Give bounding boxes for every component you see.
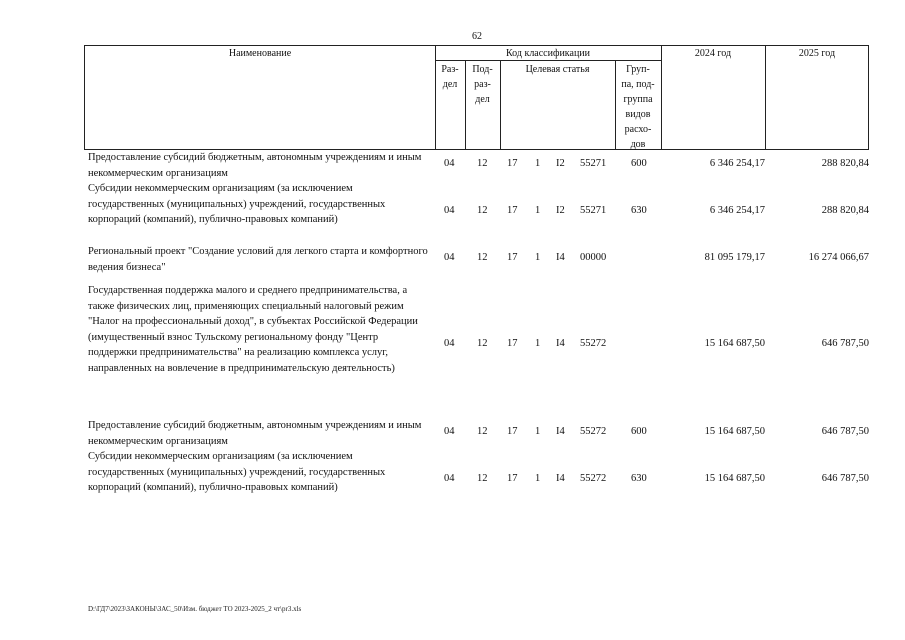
cell-target-subprogram: 1 bbox=[535, 205, 541, 216]
cell-podrazdel: 12 bbox=[477, 426, 488, 437]
header-year-2024: 2024 год bbox=[694, 48, 732, 59]
cell-podrazdel: 12 bbox=[477, 158, 488, 169]
header-group: Груп- па, под- группа видов расхо- дов bbox=[621, 64, 655, 150]
cell-target-subprogram: 1 bbox=[535, 158, 541, 169]
header-year-2025: 2025 год bbox=[798, 48, 836, 59]
table-header bbox=[84, 45, 869, 150]
cell-podrazdel: 12 bbox=[477, 338, 488, 349]
cell-2025: 646 787,50 bbox=[821, 473, 869, 484]
row-name: Государственная поддержка малого и среднего предпринимательства, а также физических лиц, применяющих специальный налоговый режим "Налог на профессиональный доход", в субъектах Российской Федерации (имущественный взнос Тульскому региональному фонду "Центр поддержки предпринимательства" на реализацию комплекса услуг, направленных на вовлечение в предпринимательскую деятельность) bbox=[88, 285, 418, 374]
cell-razdel: 04 bbox=[444, 338, 455, 349]
cell-target-subprogram: 1 bbox=[535, 252, 541, 263]
cell-podrazdel: 12 bbox=[477, 205, 488, 216]
cell-target-project: I4 bbox=[556, 338, 565, 349]
cell-2024: 6 346 254,17 bbox=[709, 205, 765, 216]
header-target-article: Целевая статья bbox=[525, 64, 590, 75]
cell-2024: 15 164 687,50 bbox=[704, 426, 765, 437]
cell-target-direction: 00000 bbox=[580, 252, 607, 263]
cell-2025: 646 787,50 bbox=[821, 426, 869, 437]
cell-target-direction: 55272 bbox=[580, 426, 607, 437]
row-name: Предоставление субсидий бюджетным, автономным учреждениям и иным некоммерческим организациям bbox=[88, 420, 422, 447]
cell-target-project: I4 bbox=[556, 252, 565, 263]
cell-2024: 15 164 687,50 bbox=[704, 338, 765, 349]
cell-target-program: 17 bbox=[507, 252, 518, 263]
cell-podrazdel: 12 bbox=[477, 473, 488, 484]
cell-target-project: I2 bbox=[556, 205, 565, 216]
cell-2024: 6 346 254,17 bbox=[709, 158, 765, 169]
cell-target-project: I4 bbox=[556, 426, 565, 437]
col-divider bbox=[765, 46, 766, 149]
file-path-footer: D:\ГД7\2023\ЗАКОНЫ\ЗАС_50\Изм. бюджет ТО 2023-2025_2 чт\pr3.xls bbox=[88, 605, 302, 613]
cell-target-direction: 55271 bbox=[580, 158, 607, 169]
cell-2025: 288 820,84 bbox=[821, 158, 869, 169]
row-name: Субсидии некоммерческим организациям (за исключением государственных (муниципальных) учреждений, государственных корпораций (компаний), публично-правовых компаний) bbox=[88, 451, 386, 493]
cell-2025: 646 787,50 bbox=[821, 338, 869, 349]
col-divider bbox=[661, 46, 662, 149]
cell-target-program: 17 bbox=[507, 473, 518, 484]
row-name: Региональный проект "Создание условий для легкого старта и комфортного ведения бизнеса" bbox=[88, 246, 428, 273]
cell-razdel: 04 bbox=[444, 252, 455, 263]
cell-razdel: 04 bbox=[444, 158, 455, 169]
header-name: Наименование bbox=[228, 48, 292, 59]
cell-2025: 16 274 066,67 bbox=[808, 252, 869, 263]
page-number: 62 bbox=[472, 31, 482, 42]
cell-target-program: 17 bbox=[507, 338, 518, 349]
cell-target-program: 17 bbox=[507, 426, 518, 437]
cell-group: 630 bbox=[631, 473, 647, 484]
row-name: Предоставление субсидий бюджетным, автономным учреждениям и иным некоммерческим организациям bbox=[88, 152, 422, 179]
cell-razdel: 04 bbox=[444, 473, 455, 484]
cell-2024: 81 095 179,17 bbox=[704, 252, 765, 263]
cell-target-direction: 55272 bbox=[580, 338, 607, 349]
cell-target-subprogram: 1 bbox=[535, 473, 541, 484]
cell-razdel: 04 bbox=[444, 426, 455, 437]
row-name: Субсидии некоммерческим организациям (за исключением государственных (муниципальных) учреждений, государственных корпораций (компаний), публично-правовых компаний) bbox=[88, 183, 386, 225]
cell-group: 630 bbox=[631, 205, 647, 216]
cell-target-program: 17 bbox=[507, 158, 518, 169]
header-razdel: Раз- дел bbox=[441, 64, 459, 90]
cell-target-program: 17 bbox=[507, 205, 518, 216]
cell-target-direction: 55271 bbox=[580, 205, 607, 216]
cell-2025: 288 820,84 bbox=[821, 205, 869, 216]
cell-target-project: I2 bbox=[556, 158, 565, 169]
cell-group: 600 bbox=[631, 426, 647, 437]
cell-group: 600 bbox=[631, 158, 647, 169]
header-podrazdel: Под- раз- дел bbox=[472, 64, 493, 105]
cell-target-project: I4 bbox=[556, 473, 565, 484]
cell-2024: 15 164 687,50 bbox=[704, 473, 765, 484]
header-code-classification: Код классификации bbox=[505, 48, 591, 59]
cell-target-subprogram: 1 bbox=[535, 426, 541, 437]
cell-target-direction: 55272 bbox=[580, 473, 607, 484]
cell-target-subprogram: 1 bbox=[535, 338, 541, 349]
cell-razdel: 04 bbox=[444, 205, 455, 216]
cell-podrazdel: 12 bbox=[477, 252, 488, 263]
